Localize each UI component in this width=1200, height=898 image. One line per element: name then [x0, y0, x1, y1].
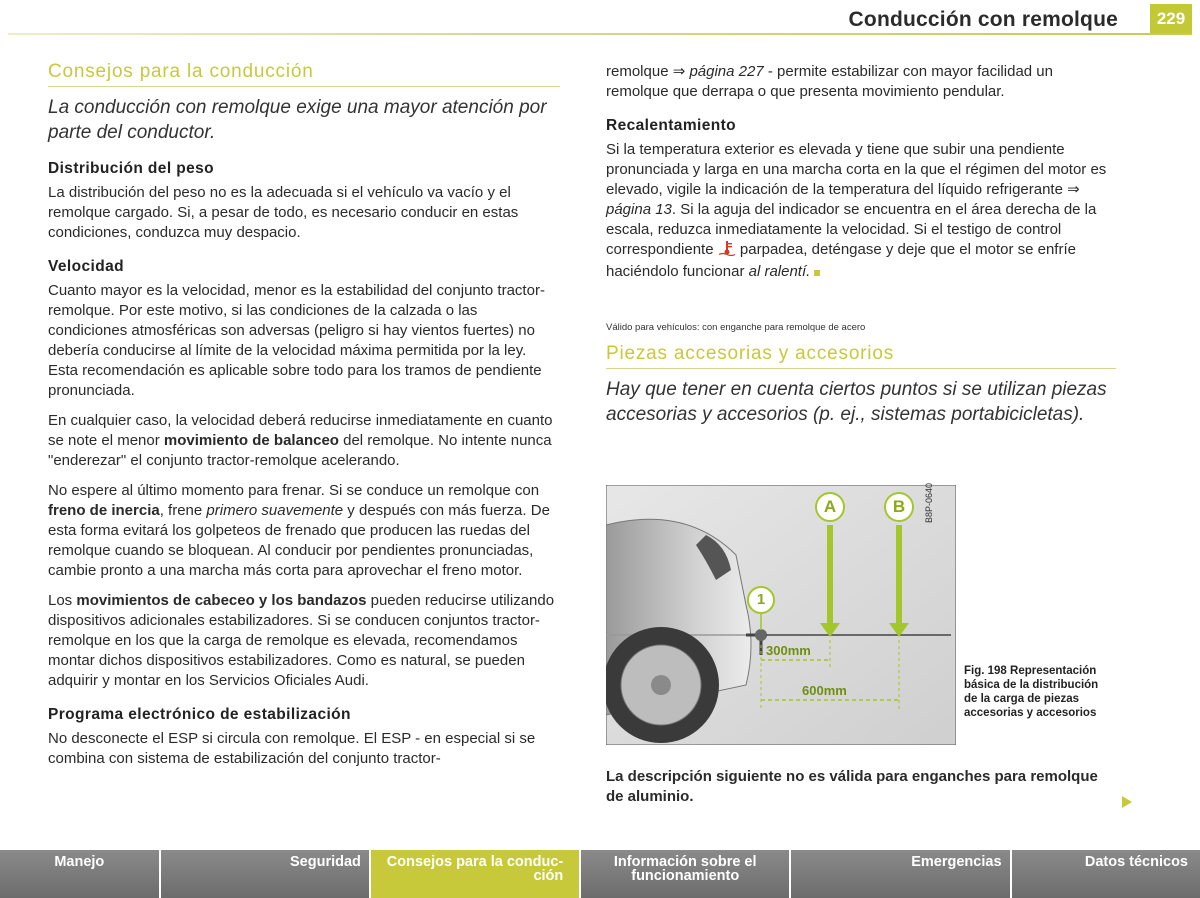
page-header-title: Conducción con remolque — [848, 8, 1118, 31]
speed-paragraph-3: No espere al último momento para frenar. Si se conduce un remolque con freno de inercia, frene primero suavemente y después con más fuerza. De esta forma evitará los golpeteos de frenado que producen las ruedas del remolque cuando se bloquean. Al conducir por pendientes pronunciadas, cambie pronto a una marcha más corta para aprovechar el freno motor. — [48, 482, 550, 579]
heading-speed: Velocidad — [48, 258, 124, 275]
tab-manejo[interactable]: Manejo — [0, 850, 159, 898]
continue-arrow-icon — [1122, 795, 1132, 813]
aluminium-note: La descripción siguiente no es válida para enganches para remolque de aluminio. — [606, 768, 1098, 805]
tab-consejos-conduccion[interactable]: Consejos para la conduc- ción — [371, 850, 579, 898]
heading-esp: Programa electrónico de estabilización — [48, 706, 351, 723]
section-title-accessories: Piezas accesorias y accesorios — [606, 344, 1116, 369]
figure-load-distribution — [606, 482, 956, 745]
end-of-section-marker — [814, 270, 820, 276]
speed-paragraph-1: Cuanto mayor es la velocidad, menor es la estabilidad del conjunto tractor-remolque. Por este motivo, si las condiciones de la calzada o las condiciones atmosféricas son adversas (peligro si hay vientos fuertes) no debería conducirse al límite de la velocidad máxima permitida por la ley. Esta recomendación es aplicable sobre todo para los tramos de pendiente pronunciada. — [48, 282, 545, 399]
esp-text: No desconecte el ESP si circula con remolque. El ESP - en especial si se combina con sistema de estabilización del conjunto tractor- — [48, 730, 536, 767]
validity-note: Válido para vehículos: con enganche para remolque de acero — [606, 322, 866, 333]
page-number-badge: 229 — [1150, 4, 1192, 34]
heading-weight-distribution: Distribución del peso — [48, 160, 215, 177]
dimension-300mm: 300mm — [766, 643, 811, 658]
tab-seguridad[interactable]: Seguridad — [161, 850, 369, 898]
left-column — [48, 62, 560, 779]
heading-overheating: Recalentamiento — [606, 117, 737, 134]
lead-paragraph: La conducción con remolque exige una mayor atención por parte del conductor. — [48, 97, 547, 143]
accessories-lead-paragraph: Hay que tener en cuenta ciertos puntos si se utilizan piezas accesorias y accesorios (p. ej., sistemas portabicicletas). — [606, 379, 1107, 425]
dimension-600mm: 600mm — [802, 683, 847, 698]
coolant-temperature-warning-icon — [718, 240, 736, 262]
figure-code: B8P-0640 — [924, 482, 934, 523]
page-link-227[interactable]: página 227 — [689, 63, 764, 80]
callout-label-a: A — [823, 497, 837, 516]
section-title-driving-tips: Consejos para la conducción — [48, 62, 560, 87]
weight-distribution-text: La distribución del peso no es la adecuada si el vehículo va vacío y el remolque cargado. Si, a pesar de todo, es necesario conducir en estas condiciones, conduzca muy despacio. — [48, 184, 519, 241]
speed-paragraph-4: Los movimientos de cabeceo y los bandazos pueden reducirse utilizando dispositivos adicionales estabilizadores. Si se conducen conjuntos tractor-remolque en los que la carga de remolque es elevada, recomendamos montar dichos dispositivos estabilizadores. Como es natural, se pueden adquirir y montar en los Servicios Oficiales Audi. — [48, 592, 555, 689]
header-rule — [8, 33, 1192, 35]
tab-informacion-funcionamiento[interactable]: Información sobre el funcionamiento — [581, 850, 789, 898]
callout-label-b: B — [892, 497, 906, 516]
page-link-13[interactable]: página 13 — [606, 201, 672, 218]
right-column — [606, 62, 1116, 437]
overheating-text: Si la temperatura exterior es elevada y tiene que subir una pendiente pronunciada y larga en una marcha corta en la que el régimen del motor es elevado, vigile la indicación de la temperatura del líquido refrigerante ⇒ página 13. Si la aguja del indicador se encuentra en el área derecha de la escala, reduzca inmediatamente la velocidad. Si el testigo de control correspondiente parpadea, deténgase y deje que el motor se enfríe haciéndolo funcionar al ralentí. — [606, 141, 1107, 280]
esp-continuation-text: remolque ⇒ página 227 - permite estabilizar con mayor facilidad un remolque que derrapa o que presenta movimiento pendular. — [606, 63, 1053, 100]
tab-datos-tecnicos[interactable]: Datos técnicos — [1012, 850, 1200, 898]
tab-emergencias[interactable]: Emergencias — [791, 850, 1009, 898]
speed-paragraph-2: En cualquier caso, la velocidad deberá reducirse inmediatamente en cuanto se note el menor movimiento de balanceo del remolque. No intente nunca "enderezar" el conjunto tractor-remolque acelerando. — [48, 412, 553, 469]
callout-label-1: 1 — [756, 591, 766, 608]
chapter-tabs — [0, 850, 1200, 898]
figure-illustration — [606, 482, 956, 745]
figure-caption: Fig. 198 Representación básica de la distribución de la carga de piezas accesorias y accesorios — [964, 665, 1099, 719]
